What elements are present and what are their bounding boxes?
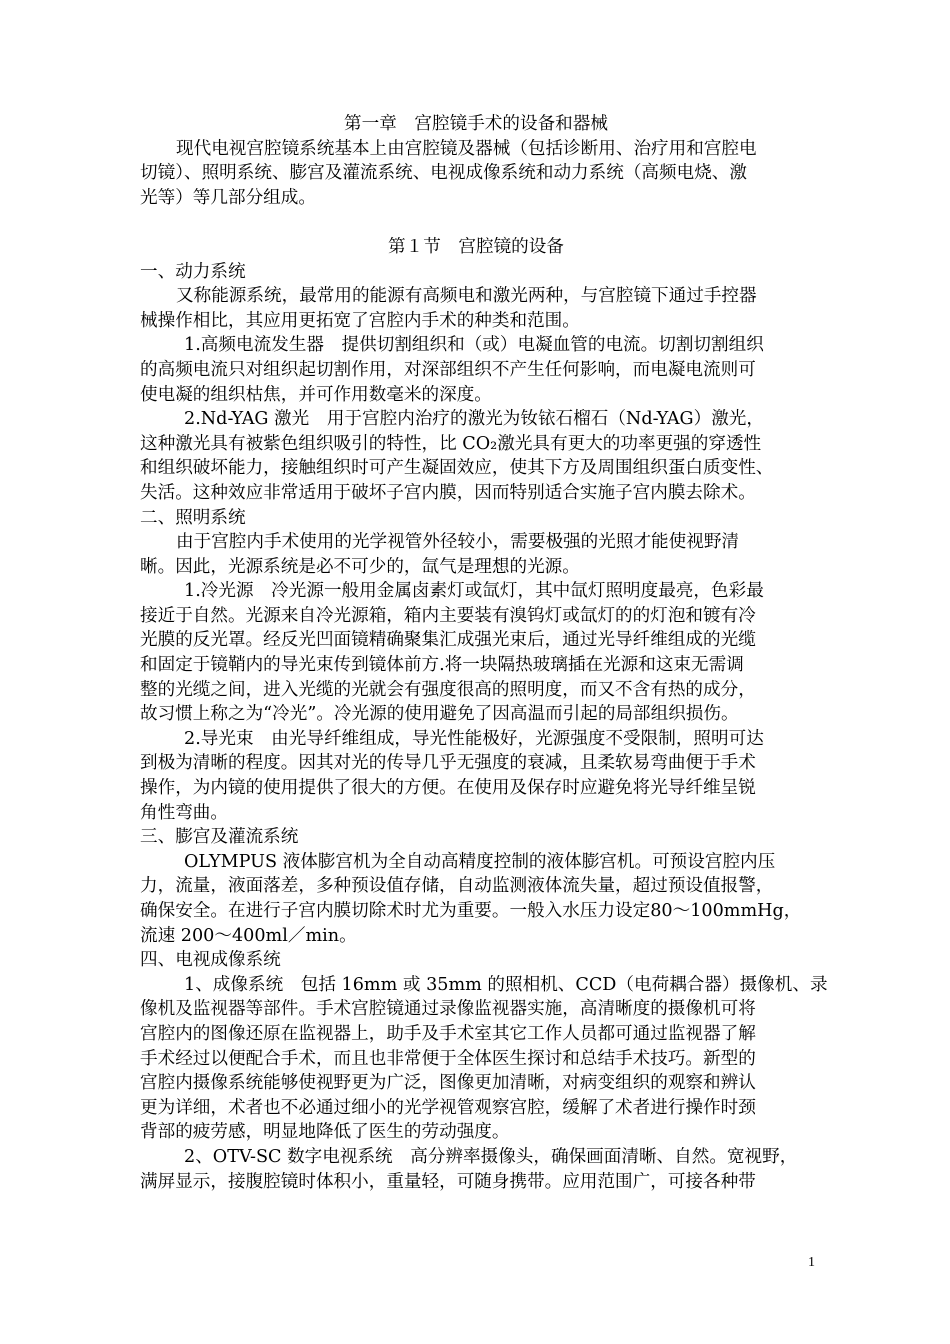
- paragraph-line: 的高频电流只对组织起切割作用，对深部组织不产生任何影响，而电凝电流则可: [140, 359, 756, 380]
- paragraph-line: 流速 200～400ml／min。: [140, 925, 357, 946]
- paragraph-line: 宫腔内的图像还原在监视器上，助手及手术室其它工作人员都可通过监视器了解: [140, 1023, 756, 1044]
- paragraph-line: 光膜的反光罩。经反光凹面镜精确聚集汇成强光束后，通过光导纤维组成的光缆: [140, 630, 756, 651]
- paragraph-line: 这种激光具有被紫色组织吸引的特性，比 CO₂激光具有更大的功率更强的穿透性: [140, 433, 762, 454]
- paragraph-line: 确保安全。在进行子宫内膜切除术时尤为重要。一般入水压力设定80～100mmHg，: [140, 901, 802, 921]
- paragraph-line: 整的光缆之间，进入光缆的光就会有强度很高的照明度，而又不含有热的成分，: [140, 679, 756, 700]
- paragraph-line: 接近于自然。光源来自冷光源箱，箱内主要装有溴钨灯或氙灯的的灯泡和镀有冷: [140, 605, 756, 626]
- paragraph-line: OLYMPUS 液体膨宫机为全自动高精度控制的液体膨宫机。可预设宫腔内压: [184, 851, 776, 872]
- paragraph-line: 1、成像系统 包括 16mm 或 35mm 的照相机、CCD（电荷耦合器）摄像机、录: [184, 974, 828, 995]
- paragraph-line: 和固定于镜鞘内的导光束传到镜体前方.将一块隔热玻璃插在光源和这束无需调: [140, 655, 744, 676]
- paragraph-line: 满屏显示，接腹腔镜时体积小，重量轻，可随身携带。应用范围广，可接各种带: [140, 1171, 756, 1192]
- paragraph-line: 和组织破坏能力，接触组织时可产生凝固效应，使其下方及周围组织蛋白质变性、: [140, 458, 774, 479]
- section-title: 第１节 宫腔镜的设备: [388, 236, 564, 257]
- paragraph-line: 操作，为内镜的使用提供了很大的方便。在使用及保存时应避免将光导纤维呈锐: [140, 778, 756, 799]
- paragraph-line: 2.导光束 由光导纤维组成，导光性能极好，光源强度不受限制，照明可达: [184, 728, 764, 749]
- intro-line: 现代电视宫腔镜系统基本上由宫腔镜及器械（包括诊断用、治疗用和宫腔电: [176, 138, 757, 159]
- part2-heading: 二、照明系统: [140, 507, 246, 528]
- paragraph-line: 失活。这种效应非常适用于破坏子宫内膜，因而特别适合实施子宫内膜去除术。: [140, 482, 756, 503]
- paragraph-line: 使电凝的组织枯焦，并可作用数毫米的深度。: [140, 384, 492, 405]
- paragraph-line: 1.高频电流发生器 提供切割组织和（或）电凝血管的电流。切割切割组织: [184, 335, 764, 356]
- paragraph-line: 2、OTV-SC 数字电视系统 高分辨率摄像头，确保画面清晰、自然。宽视野，: [184, 1146, 798, 1167]
- paragraph-line: 晰。因此，光源系统是必不可少的，氙气是理想的光源。: [140, 556, 580, 577]
- part1-heading: 一、动力系统: [140, 261, 246, 282]
- paragraph-line: 由于宫腔内手术使用的光学视管外径较小，需要极强的光照才能使视野清: [176, 532, 740, 553]
- paragraph-line: 手术经过以便配合手术，而且也非常便于全体医生探讨和总结手术技巧。新型的: [140, 1048, 756, 1069]
- blank-line: [140, 210, 812, 235]
- part4-heading: 四、电视成像系统: [140, 950, 281, 971]
- paragraph-line: 像机及监视器等部件。手术宫腔镜通过录像监视器实施，高清晰度的摄像机可将: [140, 999, 756, 1020]
- paragraph-line: 械操作相比，其应用更拓宽了宫腔内手术的种类和范围。: [140, 310, 580, 331]
- intro-line: 光等）等几部分组成。: [140, 187, 316, 208]
- paragraph-line: 背部的疲劳感，明显地降低了医生的劳动强度。: [140, 1122, 510, 1143]
- paragraph-line: 角性弯曲。: [140, 802, 228, 823]
- document-page: [140, 112, 828, 1194]
- paragraph-line: 力，流量，液面落差，多种预设值存储，自动监测液体流失量，超过预设值报警，: [140, 876, 774, 897]
- page-number: 1: [808, 1255, 815, 1270]
- paragraph-line: 宫腔内摄像系统能够使视野更为广泛，图像更加清晰，对病变组织的观察和辨认: [140, 1073, 756, 1094]
- paragraph-line: 到极为清晰的程度。因其对光的传导几乎无强度的衰减，且柔软易弯曲便于手术: [140, 753, 756, 774]
- intro-line: 切镜）、照明系统、膨宫及灌流系统、电视成像系统和动力系统（高频电烧、激: [140, 163, 747, 184]
- chapter-title: 第一章 宫腔镜手术的设备和器械: [344, 114, 608, 134]
- part3-heading: 三、膨宫及灌流系统: [140, 827, 299, 848]
- paragraph-line: 故习惯上称之为“冷光”。冷光源的使用避免了因高温而引起的局部组织损伤。: [140, 704, 739, 725]
- paragraph-line: 2.Nd-YAG 激光 用于宫腔内治疗的激光为钕铱石榴石（Nd-YAG）激光，: [184, 409, 764, 430]
- paragraph-line: 1.冷光源 冷光源一般用金属卤素灯或氙灯，其中氙灯照明度最亮，色彩最: [184, 581, 764, 602]
- paragraph-line: 更为详细，术者也不必通过细小的光学视管观察宫腔，缓解了术者进行操作时颈: [140, 1097, 756, 1118]
- paragraph-line: 又称能源系统，最常用的能源有高频电和激光两种，与宫腔镜下通过手控器: [176, 286, 757, 307]
